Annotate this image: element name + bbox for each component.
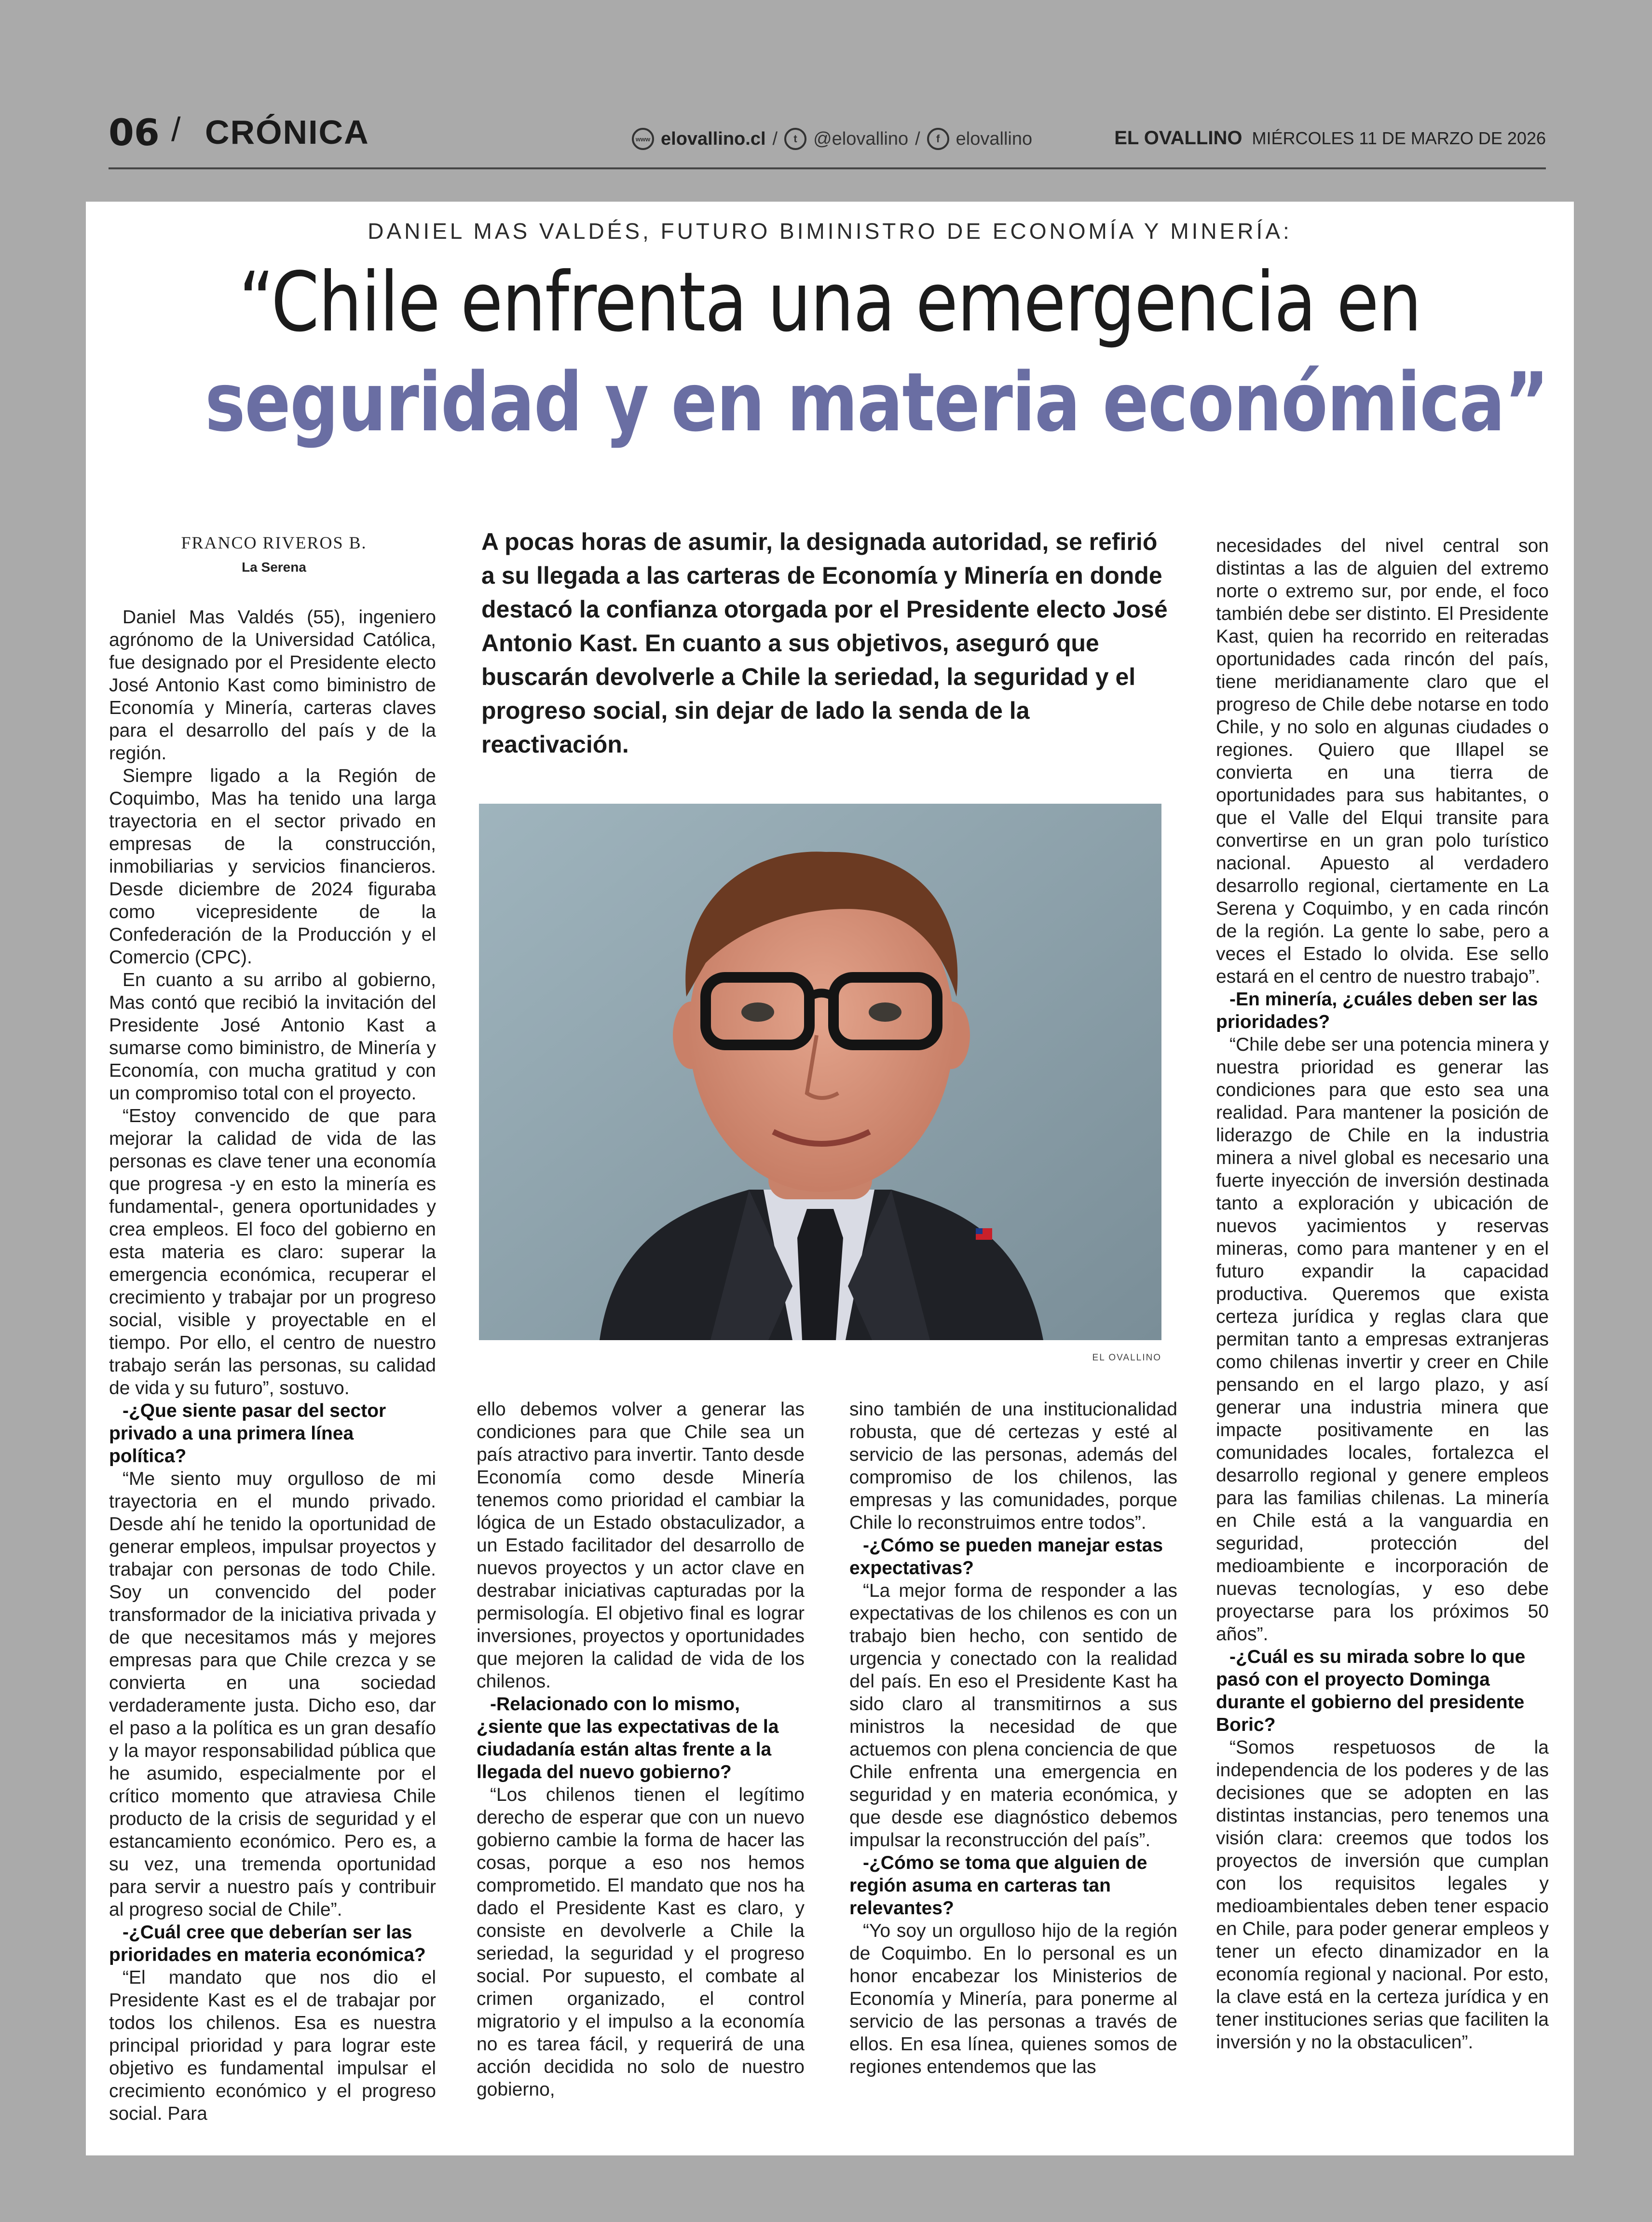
portrait-photo (479, 804, 1161, 1340)
body-paragraph: “Yo soy un orgulloso hijo de la región de Coquimbo. En lo personal es un honor encabezar los Ministerios de Economía y Minería, para ponerme al servicio de las personas a través de ellos. En esa línea, quienes somos de regiones entendemos que las (849, 1920, 1177, 2077)
twitter-icon: t (784, 128, 806, 150)
body-paragraph: “La mejor forma de responder a las expectativas de los chilenos es con un trabajo bien hecho, con sentido de urgencia y conectado con la realidad del país. En eso el Presidente Kast ha sido claro al transmitirnos a sus ministros la necesidad de que actuemos con plena conciencia de que Chile enfrenta una emergencia en seguridad y en materia económica, y que desde ese diagnóstico debemos impulsar la reconstrucción del país”. (849, 1580, 1177, 1851)
portrait-illustration (479, 804, 1161, 1340)
byline: FRANCO RIVEROS B. (181, 533, 367, 552)
web-icon: www (632, 128, 654, 150)
body-paragraph: Daniel Mas Valdés (55), ingeniero agrónomo de la Universidad Católica, fue designado por el Presidente electo José Antonio Kast como biministro de Economía y Minería, carteras claves para el desarrollo del país y de la región. (109, 607, 436, 764)
byline-location: La Serena (242, 560, 306, 575)
section-number: 06 (109, 111, 160, 154)
paper-name: EL OVALLINO (1114, 127, 1242, 149)
body-paragraph: “El mandato que nos dio el Presidente Kast es el de trabajar por todos los chilenos. Esa es nuestra principal prioridad y para lograr este objetivo es fundamental impulsar el crecimiento económico y el progreso social. Para (109, 1967, 436, 2124)
facebook-icon: f (927, 128, 949, 150)
interview-question: -¿Cómo se pueden manejar estas expectativas? (849, 1535, 1163, 1578)
website-link[interactable]: elovallino.cl (661, 128, 766, 149)
headline-line-2: seguridad y en materia económica” (205, 355, 1548, 450)
body-paragraph: “Chile debe ser una potencia minera y nuestra prioridad es generar las condiciones para que esto sea una realidad. Para mantener la posición de liderazgo de Chile en la industria minera a nivel global es necesario una fuerte inyección de inversión destinada tanto a exploración y ubicación de nuevos yacimientos y reservas mineras, como para mantener y en el futuro expandir la capacidad productiva. Queremos que exista certeza jurídica y reglas clara que permitan tanto a empresas extranjeras como chilenas invertir y creer en Chile pensando en el largo plazo, y así generar una industria minera que impacte positivamente en las comunidades locales, fortalezca el desarrollo regional y genere empleos para las familias chilenas. La minería en Chile está a la vanguardia en seguridad, protección del medioambiente e incorporación de nuevas tecnologías, y eso debe proyectarse para los próximos 50 años”. (1216, 1034, 1549, 1645)
facebook-handle[interactable]: elovallino (956, 128, 1033, 149)
body-column-3 (849, 1398, 1177, 2078)
body-paragraph: “Los chilenos tienen el legítimo derecho de esperar que con un nuevo gobierno cambie la forma de hacer las cosas, porque a eso nos hemos comprometido. El mandato que nos ha dado el Presidente Kast es claro, y consiste en devolverle a Chile la seriedad, la seguridad y el progreso social. Por supuesto, el combate al crimen organizado, el control migratorio y el impulso a la economía no es tarea fácil, y requerirá de una acción decidida no solo de nuestro gobierno, (477, 1784, 805, 2100)
section-slash: / (171, 110, 181, 148)
issue-date: MIÉRCOLES 11 DE MARZO DE 2026 (1252, 128, 1546, 148)
article-panel (86, 202, 1574, 2155)
interview-question: -En minería, ¿cuáles deben ser las prioridades? (1216, 989, 1538, 1032)
body-column-2 (477, 1398, 805, 2101)
body-column-1 (109, 606, 436, 2125)
body-paragraph: “Me siento muy orgulloso de mi trayectoria en el mundo privado. Desde ahí he tenido la oportunidad de generar empleos, impulsar proyectos y trabajar con personas de todo Chile. Soy un convencido del poder transformador de la iniciativa privada y de que necesitamos más y mejores empresas para que Chile crezca y se convierta en una sociedad verdaderamente justa. Dicho eso, dar el paso a la política es un gran desafío y la mayor responsabilidad pública que he asumido, especialmente por el crítico momento que atraviesa Chile producto de la crisis de seguridad y el estancamiento económico. Pero es, a su vez, una tremenda oportunidad para servir a nuestro país y contribuir al progreso social de Chile”. (109, 1468, 436, 1920)
body-paragraph: necesidades del nivel central son distintas a las de alguien del extremo norte o extremo sur, por ende, el foco también debe ser distinto. El Presidente Kast, quien ha recorrido en reiteradas oportunidades cada rincón del país, tiene meridianamente claro que el progreso de Chile debe notarse en todo Chile, y no solo en algunas ciudades o regiones. Quiero que Illapel se convierta en una tierra de oportunidades para sus habitantes, o que el Valle del Elqui transite para convertirse en un gran polo turístico nacional. Apuesto al verdadero desarrollo regional, ciertamente en La Serena y Coquimbo, y en cada rincón de la región. La gente lo sabe, pero a veces el Estado lo olvida. Ese sello estará en el centro de nuestro trabajo”. (1216, 535, 1549, 987)
twitter-handle[interactable]: @elovallino (813, 128, 909, 149)
social-links (632, 124, 1032, 153)
interview-question: -Relacionado con lo mismo, ¿siente que las expectativas de la ciudadanía están altas frente a la llegada del nuevo gobierno? (477, 1694, 779, 1783)
interview-question: -¿Cómo se toma que alguien de región asuma en carteras tan relevantes? (849, 1852, 1147, 1919)
interview-question: -¿Cuál es su mirada sobre lo que pasó con el proyecto Dominga durante el gobierno del presidente Boric? (1216, 1646, 1526, 1735)
body-paragraph: sino también de una institucionalidad robusta, que dé certezas y esté al servicio de las personas, además del compromiso de los chilenos, las empresas y las comunidades, porque Chile lo reconstruimos entre todos”. (849, 1399, 1177, 1533)
section-name: CRÓNICA (205, 113, 369, 151)
separator: / (915, 128, 920, 149)
interview-question: -¿Cuál cree que deberían ser las prioridades en materia económica? (109, 1922, 426, 1965)
page-header (109, 106, 1546, 164)
interview-question: -¿Que siente pasar del sector privado a una primera línea política? (109, 1400, 386, 1467)
kicker: DANIEL MAS VALDÉS, FUTURO BIMINISTRO DE ECONOMÍA Y MINERÍA: (368, 219, 1292, 244)
headline-line-1: “Chile enfrenta una emergencia en (238, 255, 1421, 350)
body-paragraph: “Estoy convencido de que para mejorar la calidad de vida de las personas es clave tener una economía que progresa -y en esto la minería es fundamental-, genera oportunidades y crea empleos. El foco del gobierno en esta materia es claro: superar la emergencia económica, recuperar el crecimiento y trabajar por un progreso social, visible y proyectable en el tiempo. Por ello, el centro de nuestro trabajo serán las personas, su calidad de vida y su futuro”, sostuvo. (109, 1106, 436, 1399)
body-paragraph: Siempre ligado a la Región de Coquimbo, Mas ha tenido una larga trayectoria en el sector privado en empresas de la construcción, inmobiliarias y servicios financieros. Desde diciembre de 2024 figuraba como vicepresidente de la Confederación de la Producción y el Comercio (CPC). (109, 766, 436, 968)
photo-credit: EL OVALLINO (1092, 1353, 1161, 1363)
header-rule (109, 167, 1546, 169)
body-paragraph: En cuanto a su arribo al gobierno, Mas contó que recibió la invitación del Presidente José Antonio Kast a sumarse como biministro, de Minería y Economía, con mucha gratitud y con un compromiso total con el proyecto. (109, 970, 436, 1104)
body-paragraph: “Somos respetuosos de la independencia de los poderes y de las decisiones que se adopten en las distintas instancias, pero tenemos una visión clara: creemos que todos los proyectos de inversión que cumplan con los requisitos legales y medioambientales deben tener espacio en Chile, para poder generar empleos y tener un efecto dinamizador en la economía regional y nacional. Por esto, la clave está en la certeza jurídica y en tener instituciones serias que faciliten la inversión y no la obstaculicen”. (1216, 1737, 1549, 2053)
lead-paragraph: A pocas horas de asumir, la designada autoridad, se refirió a su llegada a las carteras de Economía y Minería en donde destacó la confianza otorgada por el Presidente electo José Antonio Kast. En cuanto a sus objetivos, aseguró que buscarán devolverle a Chile la seriedad, la seguridad y el progreso social, sin dejar de lado la senda de la reactivación. (481, 528, 1168, 758)
masthead-date (1114, 127, 1546, 149)
body-column-4 (1216, 535, 1549, 2054)
body-paragraph: ello debemos volver a generar las condiciones para que Chile sea un país atractivo para invertir. Tanto desde Economía como desde Minería tenemos como prioridad el cambiar la lógica de un Estado obstaculizador, a un Estado facilitador del desarrollo de nuevos proyectos y un actor clave en destrabar iniciativas capturadas por la permisología. El objetivo final es lograr inversiones, proyectos y oportunidades que mejoren la calidad de vida de los chilenos. (477, 1399, 805, 1692)
separator: / (772, 128, 778, 149)
